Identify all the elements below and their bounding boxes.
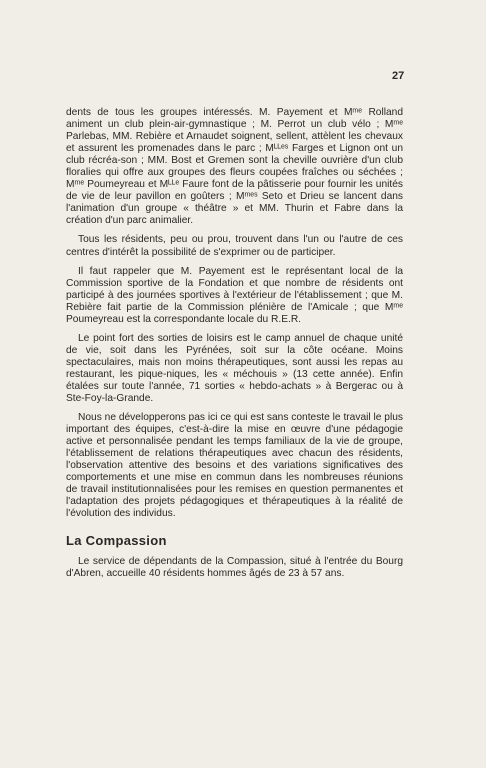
section-title: La Compassion [66, 532, 167, 548]
page-body [66, 107, 403, 587]
page-number: 27 [392, 70, 405, 82]
paragraph-commission: Il faut rappeler que M. Payement est le représentant local de la Commission sportive de la Fondation et que nombre de résidents ont participé à des journées sportives à l'extérieur de l'établissement ; que M. Rebière fait partie de la Commission plénière de l'Amicale ; que Mᵐᵉ Poumeyreau est la correspondante locale du R.E.R. [66, 265, 403, 325]
paragraph-participation: Tous les résidents, peu ou prou, trouvent dans l'un ou l'autre de ces centres d'intérêt la possibilité de s'exprimer ou de participer. [66, 234, 403, 258]
paragraph-activities: dents de tous les groupes intéressés. M. Payement et Mᵐᵉ Rolland animent un club plein-air-gymnastique ; M. Perrot un club vélo ; Mᵐᵉ Parlebas, MM. Rebière et Arnaudet soignent, sellent, attèlent les chevaux et assurent les promenades dans le parc ; Mᴸᴸᵉˢ Farges et Lignon ont un club récréa-son ; MM. Bost et Gremen sont la cheville ouvrière d'un club floralies qui offre aux groupes des fleurs coupées fraîches ou séchées ; Mᵐᵉ Poumeyreau et Mᴸᴸᵉ Faure font de la pâtisserie pour fournir les unités de vie de leur pavillon en goûters ; Mᵐᵉˢ Seto et Drieu se lancent dans l'animation d'un groupe « théâtre » et MM. Thurin et Fabre dans la création d'un parc animalier. [66, 107, 403, 227]
paragraph-outings: Le point fort des sorties de loisirs est le camp annuel de chaque unité de vie, soit dans les Pyrénées, soit sur la côte océane. Moins spectaculaires, mais non moins thérapeutiques, sont aussi les repas au restaurant, les pique-niques, les « méchouis » (13 cette année). Enfin étalées sur toute l'année, 71 sorties « hebdo-achats » à Bergerac ou à Ste-Foy-la-Grande. [66, 332, 403, 405]
paragraph-team-work: Nous ne développerons pas ici ce qui est sans conteste le travail le plus important des équipes, c'est-à-dire la mise en œuvre d'une pédagogie active et personnalisée pendant les temps familiaux de la vie de groupe, l'établissement de relations thérapeutiques avec chacun des résidents, l'observation attentive des besoins et des variations significatives des comportements et une mise en commun dans les nombreuses réunions de travail institutionnalisées pour les remises en question permanentes et l'adaptation des projets pédagogiques et thérapeutiques à la réalité de l'évolution des individus. [66, 412, 403, 520]
paragraph-compassion-service: Le service de dépendants de la Compassion, situé à l'entrée du Bourg d'Abren, accueille 40 résidents hommes âgés de 23 à 57 ans. [66, 555, 403, 579]
